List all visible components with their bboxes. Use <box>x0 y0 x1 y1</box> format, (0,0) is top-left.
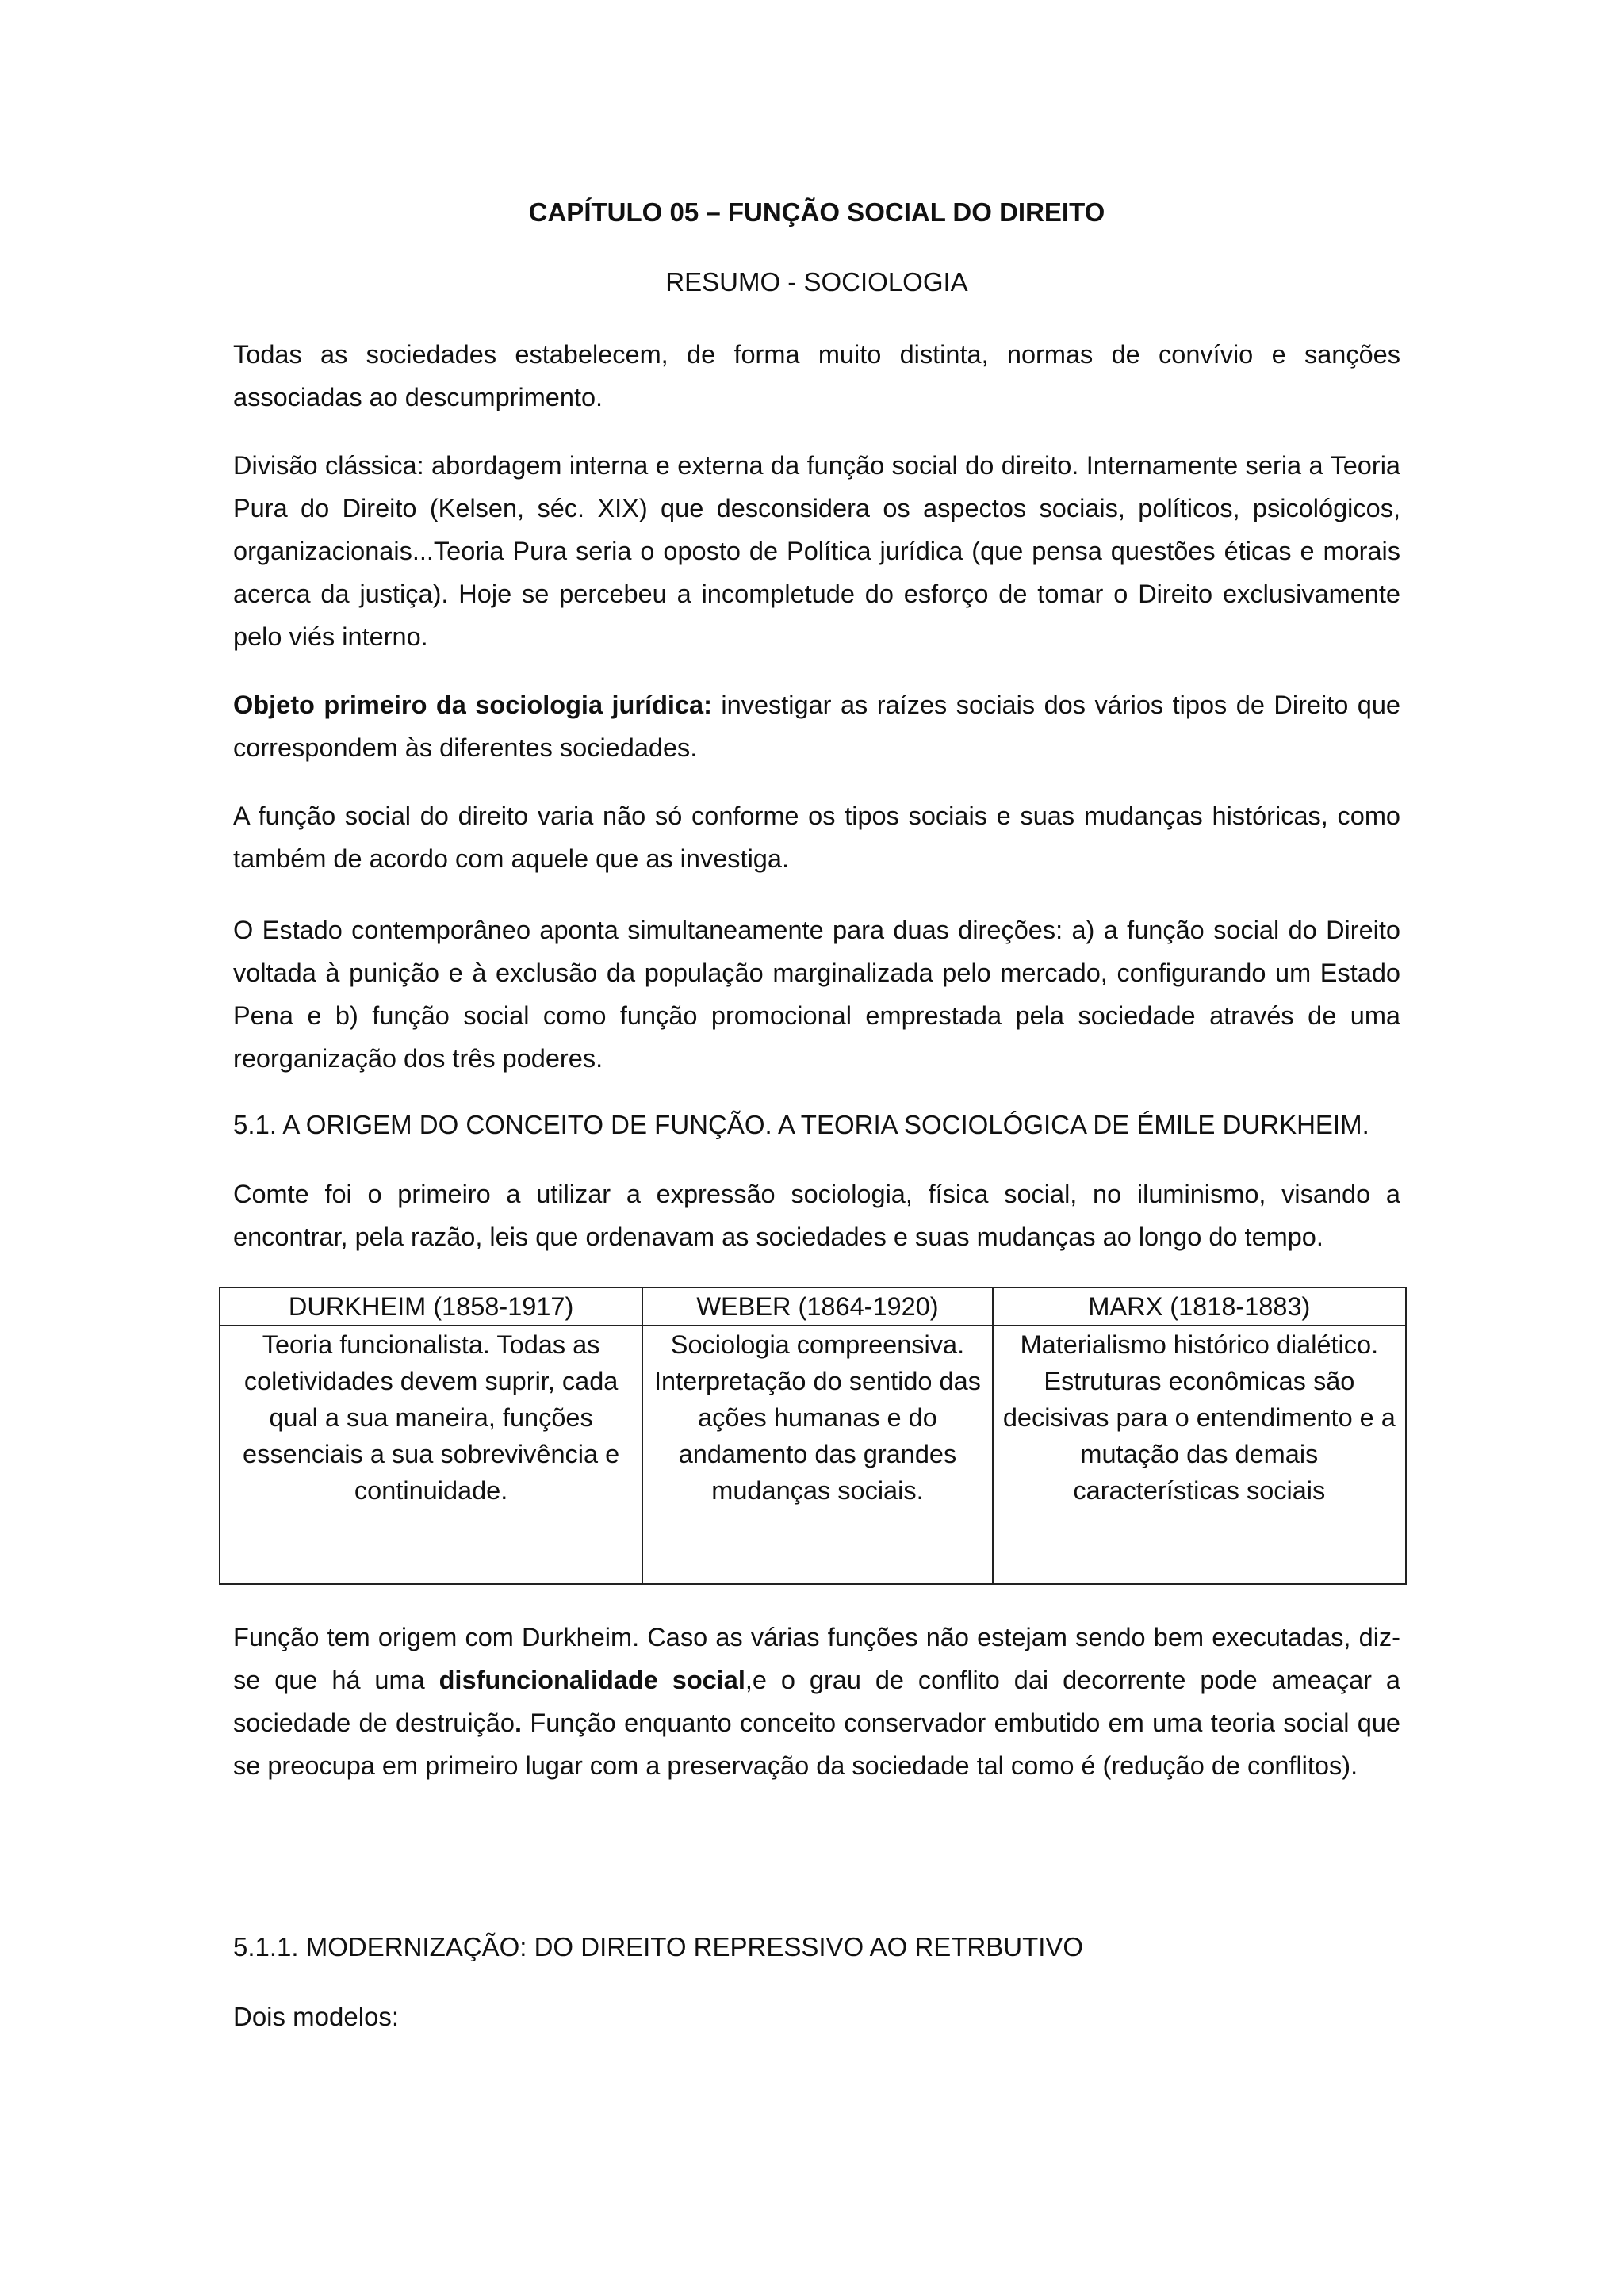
chapter-subtitle: RESUMO - SOCIOLOGIA <box>665 267 968 297</box>
function-text-b: ,e o grau de conflito dai decorrente pode ameaçar a sociedade de destruição <box>233 1666 1400 1737</box>
object-label: Objeto primeiro da sociologia jurídica: <box>233 691 712 719</box>
section-heading-5-1: 5.1. A ORIGEM DO CONCEITO DE FUNÇÃO. A TEORIA SOCIOLÓGICA DE ÉMILE DURKHEIM. <box>233 1110 1369 1139</box>
function-bold-period: . <box>514 1709 522 1737</box>
header-marx: MARX (1818-1883) <box>993 1288 1406 1326</box>
cell-weber: Sociologia compreensiva. Interpretação do sentido das ações humanas e do andamento das grandes mudanças sociais. <box>642 1326 992 1584</box>
function-text-a: Função tem origem com Durkheim. Caso as várias funções não estejam sendo bem executadas, diz-se que há uma <box>233 1623 1400 1694</box>
cell-marx: Materialismo histórico dialético. Estruturas econômicas são decisivas para o entendimento e a mutação das demais características sociais <box>993 1326 1406 1584</box>
header-weber: WEBER (1864-1920) <box>642 1288 992 1326</box>
function-text-c: Função enquanto conceito conservador embutido em uma teoria social que se preocupa em primeiro lugar com a preservação da sociedade tal como é (redução de conflitos). <box>233 1709 1401 1780</box>
header-durkheim: DURKHEIM (1858-1917) <box>220 1288 642 1326</box>
paragraph-classic-division: Divisão clássica: abordagem interna e externa da função social do direito. Internamente seria a Teoria Pura do Direito (Kelsen, séc. XIX) que desconsidera os aspectos sociais, políticos, psicológicos, organizacionais...Teoria Pura seria o oposto de Política jurídica (que pensa questões éticas e morais acerca da justiça). Hoje se percebeu a incompletude do esforço de tomar o Direito exclusivamente pelo viés interno. <box>233 451 1400 651</box>
table-header-row <box>220 1288 1406 1326</box>
paragraph-social-function-varies: A função social do direito varia não só conforme os tipos sociais e suas mudanças históricas, como também de acordo com aquele que as investiga. <box>233 802 1400 873</box>
paragraph-durkheim-function <box>233 1616 1400 1787</box>
cell-durkheim: Teoria funcionalista. Todas as coletividades devem suprir, cada qual a sua maneira, funções essenciais a sua sobrevivência e continuidade. <box>220 1326 642 1584</box>
dysfunction-term: disfuncionalidade social <box>439 1666 745 1694</box>
paragraph-object <box>233 683 1400 769</box>
chapter-title: CAPÍTULO 05 – FUNÇÃO SOCIAL DO DIREITO <box>528 197 1105 227</box>
object-text: investigar as raízes sociais dos vários tipos de Direito que correspondem às diferentes sociedades. <box>233 691 1400 762</box>
paragraph-contemporary-state: O Estado contemporâneo aponta simultaneamente para duas direções: a) a função social do Direito voltada à punição e à exclusão da população marginalizada pelo mercado, configurando um Estado Pena e b) função social como função promocional emprestada pela sociedade através de uma reorganização dos três poderes. <box>233 916 1400 1073</box>
table-row <box>220 1326 1406 1584</box>
paragraph-norms: Todas as sociedades estabelecem, de forma muito distinta, normas de convívio e sanções associadas ao descumprimento. <box>233 340 1400 411</box>
section-heading-5-1-1: 5.1.1. MODERNIZAÇÃO: DO DIREITO REPRESSIVO AO RETRBUTIVO <box>233 1932 1084 1961</box>
paragraph-comte: Comte foi o primeiro a utilizar a expressão sociologia, física social, no iluminismo, visando a encontrar, pela razão, leis que ordenavam as sociedades e suas mudanças ao longo do tempo. <box>233 1180 1400 1251</box>
sociologists-comparison-table <box>219 1287 1407 1585</box>
paragraph-two-models: Dois modelos: <box>233 2002 400 2031</box>
